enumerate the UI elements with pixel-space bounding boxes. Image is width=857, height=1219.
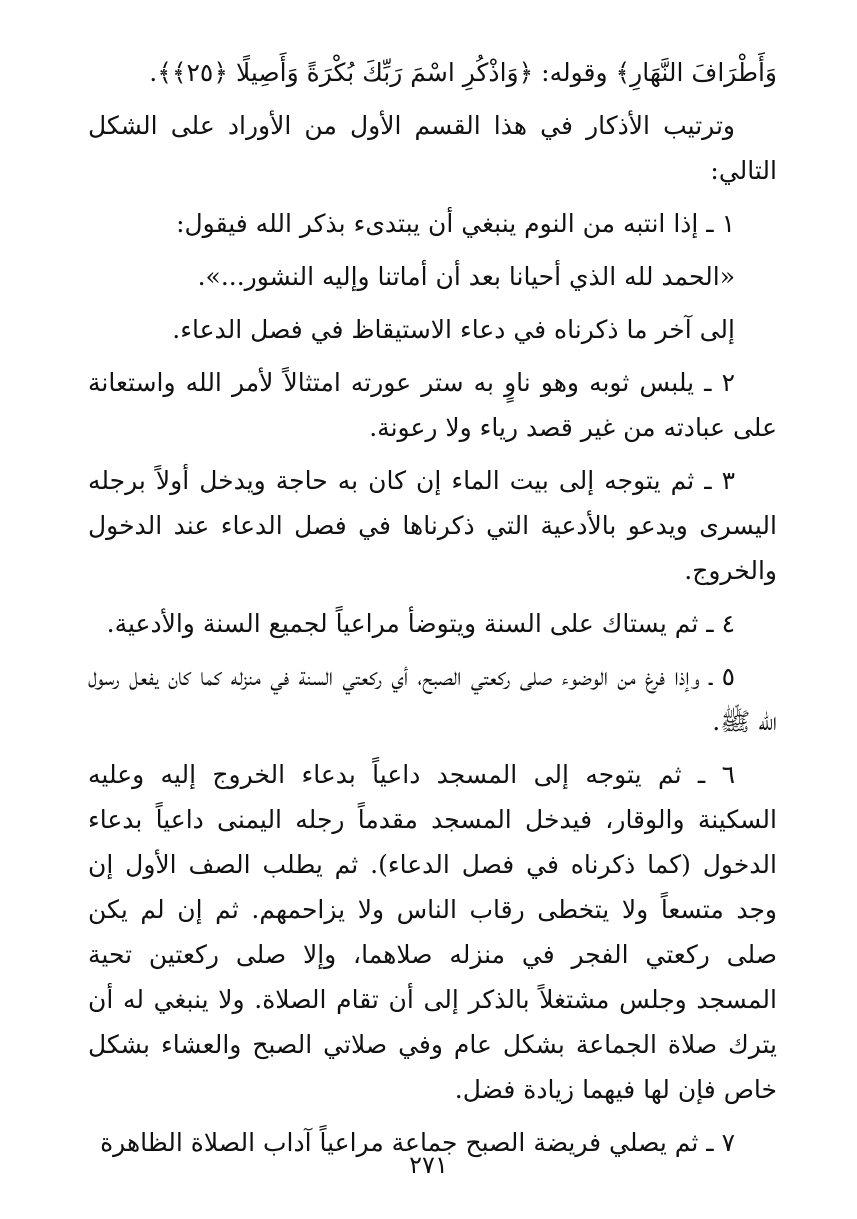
intro-paragraph: وترتيب الأذكار في هذا القسم الأول من الأوراد على الشكل التالي: — [88, 111, 777, 185]
step-4-paragraph: ٤ ـ ثم يستاك على السنة ويتوضأ مراعياً لجميع السنة والأدعية. — [106, 609, 735, 638]
step-5-paragraph: ٥ ـ وإذا فرغ من الوضوء صلى ركعتي الصبح، أي ركعتي السنة في منزله كما كان يفعل رسول الله ﷺ. — [88, 662, 777, 736]
step-1-paragraph: ١ ـ إذا انتبه من النوم ينبغي أن يبتدىء بذكر الله فيقول: — [176, 209, 735, 238]
step-6-paragraph: ٦ ـ ثم يتوجه إلى المسجد داعياً بدعاء الخروج إليه وعليه السكينة والوقار، فيدخل المسجد مقدماً رجله اليمنى داعياً بدعاء الدخول (كما ذكرناه في فصل الدعاء). ثم يطلب الصف الأول إن وجد متسعاً ولا يتخطى رقاب الناس ولا يزاحمهم. ثم إن لم يكن صلى ركعتي الفجر في منزله صلاهما، وإلا صلى ركعتين تحية المسجد وجلس مشتغلاً بالذكر إلى أن تقام الصلاة. ولا ينبغي له أن يترك صلاة الجماعة بشكل عام وفي صلاتي الصبح والعشاء بشكل خاص فإن لها فيهما زيادة فضل. — [88, 760, 777, 1104]
page-number: ٢٧١ — [409, 1151, 448, 1179]
page-body — [88, 50, 777, 1173]
step-3-paragraph: ٣ ـ ثم يتوجه إلى بيت الماء إن كان به حاجة ويدخل أولاً برجله اليسرى ويدعو بالأدعية التي ذكرناها في فصل الدعاء عند الدخول والخروج. — [88, 466, 777, 585]
quran-verse-line: وَأَطْرَافَ النَّهَارِ﴾ وقوله: ﴿وَاذْكُرِ اسْمَ رَبِّكَ بُكْرَةً وَأَصِيلًا ﴿٢٥﴾﴾. — [149, 58, 777, 87]
step-2-paragraph: ٢ ـ يلبس ثوبه وهو ناوٍ به ستر عورته امتثالاً لأمر الله واستعانة على عبادته من غير قصد رياء ولا رعونة. — [88, 368, 777, 442]
step-7-paragraph: ٧ ـ ثم يصلي فريضة الصبح جماعة مراعياً آداب الصلاة الظاهرة — [100, 1128, 735, 1157]
dua-quote: «الحمد لله الذي أحيانا بعد أن أماتنا وإليه النشور...». — [197, 262, 735, 291]
reference-paragraph: إلى آخر ما ذكرناه في دعاء الاستيقاظ في فصل الدعاء. — [172, 315, 735, 344]
